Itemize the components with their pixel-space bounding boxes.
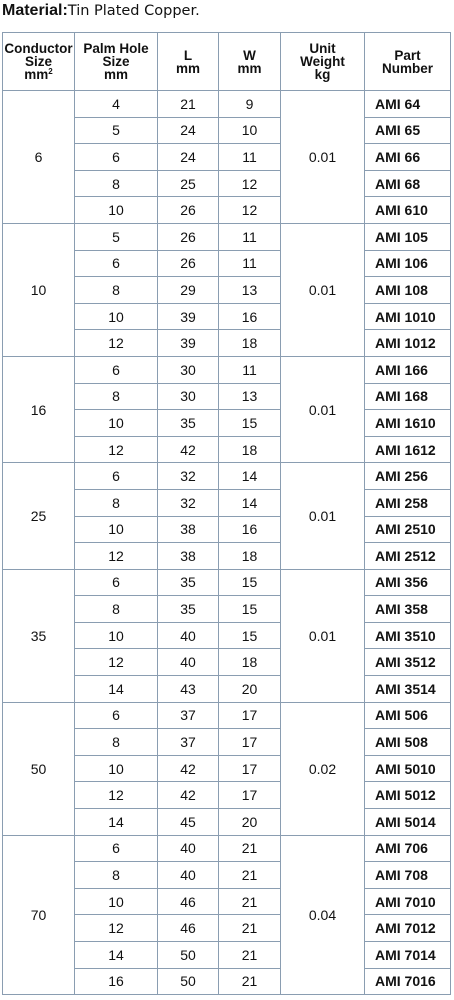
width-cell: 21 [219,968,281,995]
palm-hole-size-cell: 10 [75,197,158,224]
palm-hole-size-cell: 12 [75,915,158,942]
width-cell: 18 [219,649,281,676]
palm-hole-size-cell: 10 [75,303,158,330]
length-cell: 29 [158,277,219,304]
width-cell: 21 [219,942,281,969]
length-cell: 39 [158,303,219,330]
material-label: Material: [2,2,68,19]
part-number-cell: AMI 706 [365,835,451,862]
length-cell: 37 [158,702,219,729]
length-cell: 35 [158,410,219,437]
part-number-cell: AMI 105 [365,223,451,250]
palm-hole-size-cell: 12 [75,649,158,676]
width-cell: 21 [219,835,281,862]
part-number-cell: AMI 356 [365,569,451,596]
width-cell: 11 [219,144,281,171]
length-cell: 46 [158,888,219,915]
length-cell: 40 [158,862,219,889]
length-cell: 30 [158,356,219,383]
length-cell: 24 [158,144,219,171]
part-number-cell: AMI 65 [365,117,451,144]
length-cell: 40 [158,649,219,676]
part-number-cell: AMI 168 [365,383,451,410]
length-cell: 37 [158,729,219,756]
palm-hole-size-cell: 6 [75,835,158,862]
part-number-cell: AMI 7016 [365,968,451,995]
table-row [3,702,451,729]
part-number-cell: AMI 68 [365,170,451,197]
length-cell: 43 [158,676,219,703]
part-number-cell: AMI 66 [365,144,451,171]
width-cell: 21 [219,915,281,942]
length-cell: 26 [158,197,219,224]
length-cell: 21 [158,91,219,118]
width-cell: 12 [219,197,281,224]
width-cell: 10 [219,117,281,144]
palm-hole-size-cell: 12 [75,330,158,357]
part-number-cell: AMI 1012 [365,330,451,357]
part-number-cell: AMI 5010 [365,755,451,782]
palm-hole-size-cell: 6 [75,250,158,277]
part-number-cell: AMI 7010 [365,888,451,915]
part-number-cell: AMI 2510 [365,516,451,543]
part-number-cell: AMI 7014 [365,942,451,969]
unit-weight-cell: 0.01 [281,91,365,224]
length-cell: 38 [158,543,219,570]
part-number-cell: AMI 610 [365,197,451,224]
palm-hole-size-cell: 10 [75,516,158,543]
part-number-cell: AMI 108 [365,277,451,304]
palm-hole-size-cell: 14 [75,676,158,703]
conductor-size-cell: 25 [3,463,75,569]
part-number-cell: AMI 1010 [365,303,451,330]
palm-hole-size-cell: 5 [75,223,158,250]
width-cell: 17 [219,755,281,782]
specification-table [2,32,451,995]
length-cell: 42 [158,755,219,782]
part-number-cell: AMI 7012 [365,915,451,942]
unit-weight-cell: 0.01 [281,463,365,569]
length-cell: 38 [158,516,219,543]
length-cell: 32 [158,489,219,516]
unit-weight-cell: 0.04 [281,835,365,995]
width-cell: 14 [219,489,281,516]
width-cell: 18 [219,330,281,357]
width-cell: 20 [219,676,281,703]
length-cell: 30 [158,383,219,410]
part-number-cell: AMI 2512 [365,543,451,570]
table-row [3,835,451,862]
material-value: Tin Plated Copper. [67,3,200,19]
part-number-cell: AMI 506 [365,702,451,729]
palm-hole-size-cell: 6 [75,356,158,383]
conductor-size-cell: 6 [3,91,75,224]
palm-hole-size-cell: 5 [75,117,158,144]
length-cell: 50 [158,942,219,969]
part-number-cell: AMI 64 [365,91,451,118]
conductor-size-cell: 16 [3,356,75,462]
unit-weight-cell: 0.01 [281,356,365,462]
header-palm-hole-size: Palm Hole Size mm [75,33,158,91]
length-cell: 25 [158,170,219,197]
length-cell: 40 [158,835,219,862]
palm-hole-size-cell: 8 [75,277,158,304]
width-cell: 15 [219,410,281,437]
part-number-cell: AMI 3510 [365,622,451,649]
material-line [2,0,200,24]
palm-hole-size-cell: 14 [75,942,158,969]
width-cell: 9 [219,91,281,118]
width-cell: 13 [219,277,281,304]
width-cell: 14 [219,463,281,490]
header-length: L mm [158,33,219,91]
length-cell: 26 [158,223,219,250]
part-number-cell: AMI 5014 [365,809,451,836]
part-number-cell: AMI 358 [365,596,451,623]
palm-hole-size-cell: 16 [75,968,158,995]
palm-hole-size-cell: 8 [75,489,158,516]
conductor-size-cell: 35 [3,569,75,702]
header-row [3,33,451,91]
length-cell: 42 [158,782,219,809]
palm-hole-size-cell: 4 [75,91,158,118]
part-number-cell: AMI 106 [365,250,451,277]
width-cell: 15 [219,596,281,623]
width-cell: 15 [219,569,281,596]
width-cell: 16 [219,303,281,330]
palm-hole-size-cell: 8 [75,383,158,410]
width-cell: 18 [219,543,281,570]
header-part-number: Part Number [365,33,451,91]
part-number-cell: AMI 1612 [365,436,451,463]
palm-hole-size-cell: 8 [75,170,158,197]
width-cell: 18 [219,436,281,463]
palm-hole-size-cell: 6 [75,144,158,171]
palm-hole-size-cell: 6 [75,702,158,729]
width-cell: 17 [219,702,281,729]
table-body [3,91,451,995]
palm-hole-size-cell: 8 [75,729,158,756]
width-cell: 11 [219,250,281,277]
palm-hole-size-cell: 14 [75,809,158,836]
palm-hole-size-cell: 6 [75,463,158,490]
part-number-cell: AMI 166 [365,356,451,383]
table-row [3,463,451,490]
width-cell: 12 [219,170,281,197]
length-cell: 40 [158,622,219,649]
width-cell: 11 [219,223,281,250]
header-width: W mm [219,33,281,91]
unit-weight-cell: 0.02 [281,702,365,835]
palm-hole-size-cell: 10 [75,410,158,437]
width-cell: 16 [219,516,281,543]
unit-weight-cell: 0.01 [281,223,365,356]
width-cell: 11 [219,356,281,383]
conductor-size-cell: 70 [3,835,75,995]
length-cell: 46 [158,915,219,942]
part-number-cell: AMI 258 [365,489,451,516]
width-cell: 13 [219,383,281,410]
part-number-cell: AMI 708 [365,862,451,889]
unit-weight-cell: 0.01 [281,569,365,702]
length-cell: 24 [158,117,219,144]
header-conductor-size: Conductor Size $mm^2$ [3,33,75,91]
part-number-cell: AMI 256 [365,463,451,490]
width-cell: 21 [219,862,281,889]
header-unit-weight: Unit Weight kg [281,33,365,91]
length-cell: 45 [158,809,219,836]
palm-hole-size-cell: 8 [75,862,158,889]
palm-hole-size-cell: 10 [75,755,158,782]
palm-hole-size-cell: 8 [75,596,158,623]
palm-hole-size-cell: 6 [75,569,158,596]
length-cell: 35 [158,569,219,596]
length-cell: 42 [158,436,219,463]
part-number-cell: AMI 508 [365,729,451,756]
conductor-size-cell: 10 [3,223,75,356]
width-cell: 17 [219,782,281,809]
palm-hole-size-cell: 10 [75,622,158,649]
length-cell: 39 [158,330,219,357]
width-cell: 20 [219,809,281,836]
table-row [3,356,451,383]
palm-hole-size-cell: 12 [75,782,158,809]
part-number-cell: AMI 3512 [365,649,451,676]
width-cell: 21 [219,888,281,915]
palm-hole-size-cell: 10 [75,888,158,915]
table-row [3,569,451,596]
palm-hole-size-cell: 12 [75,436,158,463]
length-cell: 26 [158,250,219,277]
table-row [3,223,451,250]
length-cell: 32 [158,463,219,490]
conductor-size-cell: 50 [3,702,75,835]
length-cell: 50 [158,968,219,995]
width-cell: 17 [219,729,281,756]
part-number-cell: AMI 3514 [365,676,451,703]
length-cell: 35 [158,596,219,623]
part-number-cell: AMI 1610 [365,410,451,437]
width-cell: 15 [219,622,281,649]
part-number-cell: AMI 5012 [365,782,451,809]
palm-hole-size-cell: 12 [75,543,158,570]
table-row [3,91,451,118]
